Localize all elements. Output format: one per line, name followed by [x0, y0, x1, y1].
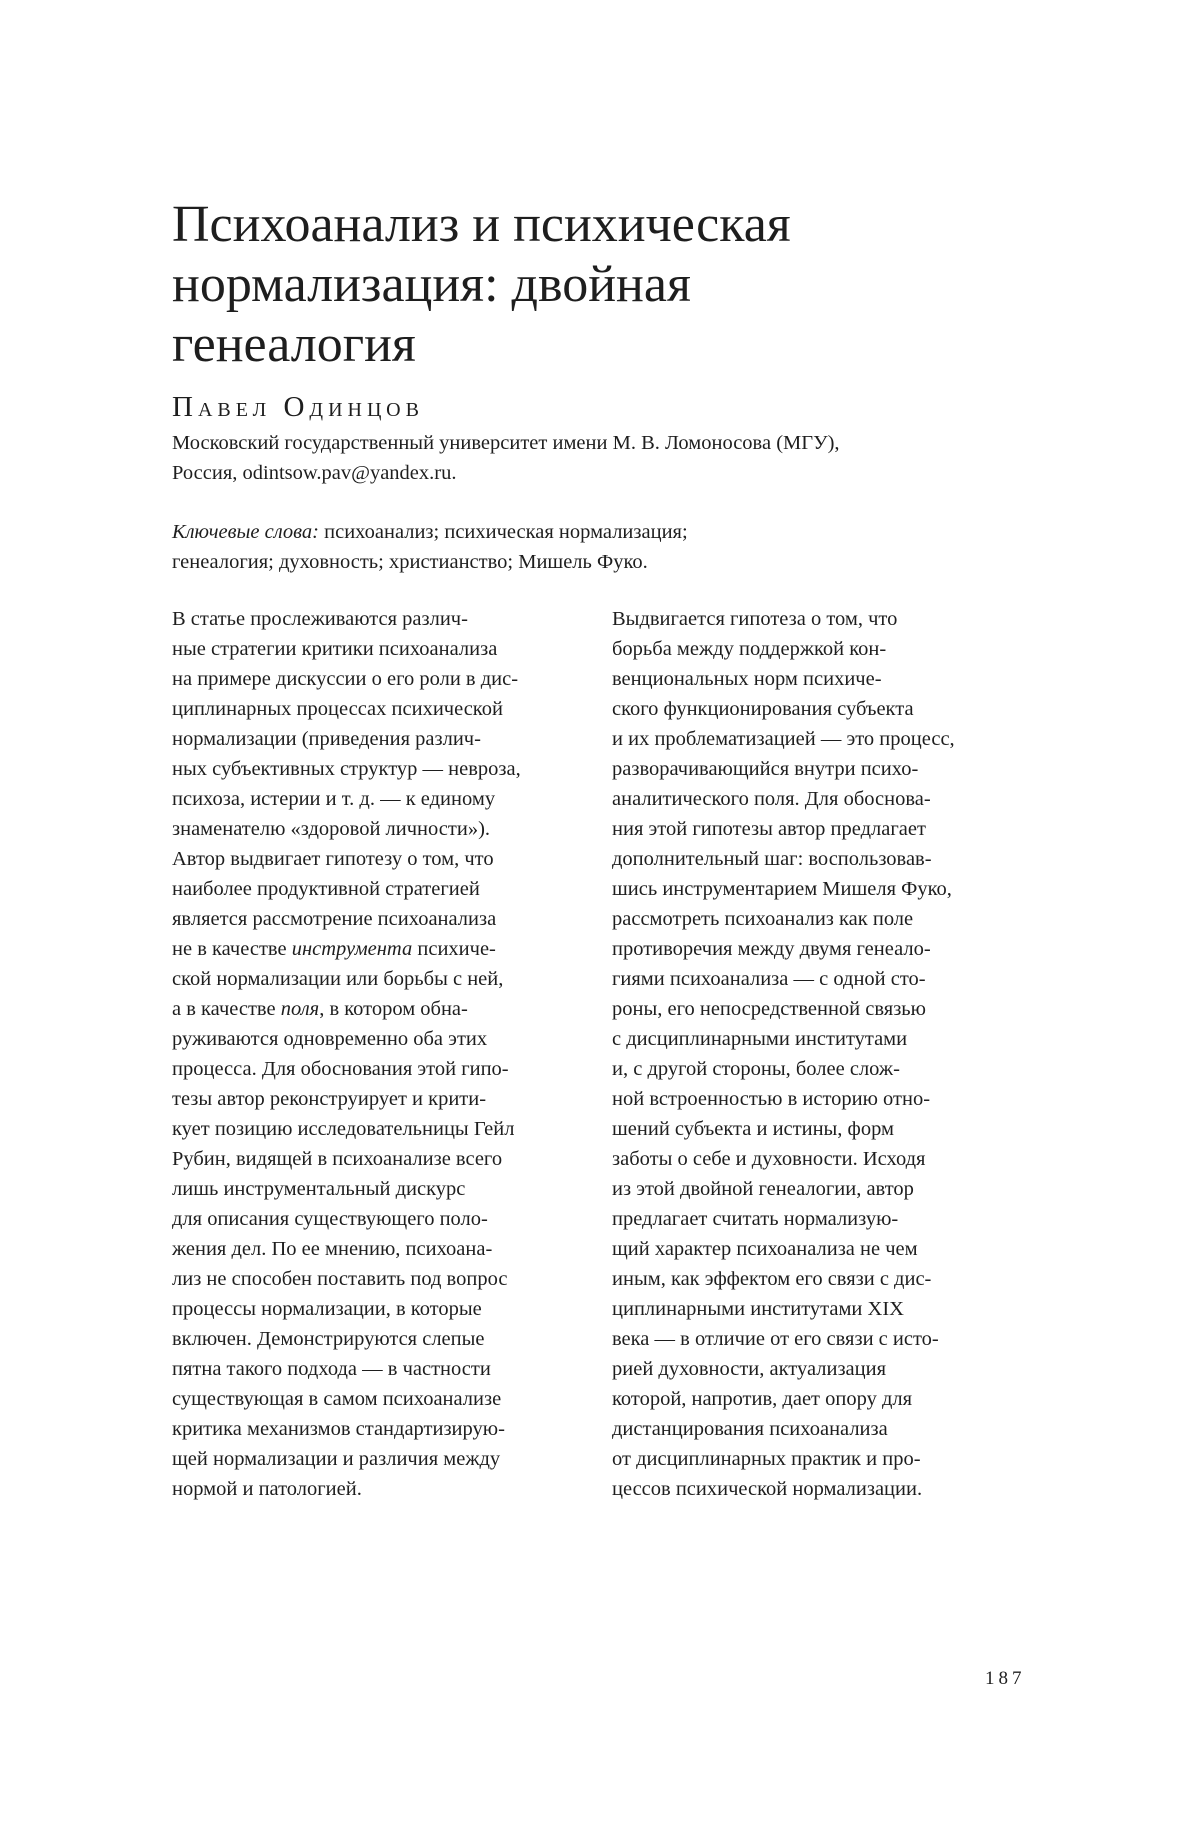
emphasis-field: поля — [280, 998, 320, 1020]
text-line: лишь инструментальный дискурс — [172, 1178, 466, 1200]
text-line: венциональных норм психиче- — [612, 668, 882, 690]
text-line: борьба между поддержкой кон- — [612, 638, 887, 660]
text-line: циплинарными институтами XIX — [612, 1298, 904, 1320]
text-line: иным, как эффектом его связи с дис- — [612, 1268, 932, 1290]
text-line: и, с другой стороны, более слож- — [612, 1058, 900, 1080]
text-line: знаменателю «здоровой личности»). — [172, 818, 491, 840]
text-line: гиями психоанализа — с одной сто- — [612, 968, 926, 990]
keywords-line: генеалогия; духовность; христианство; Мишель Фуко. — [172, 551, 648, 573]
text-line: аналитического поля. Для обоснова- — [612, 788, 931, 810]
keywords-block — [172, 517, 1072, 577]
text-line: циплинарных процессах психической — [172, 698, 503, 720]
text-line — [172, 994, 592, 1024]
keywords-line — [172, 517, 1072, 547]
text-line: века — в отличие от его связи с исто- — [612, 1328, 939, 1350]
text-line: заботы о себе и духовности. Исходя — [612, 1148, 926, 1170]
text-line: процесса. Для обоснования этой гипо- — [172, 1058, 509, 1080]
text-line: и их проблематизацией — это процесс, — [612, 728, 955, 750]
text-line: Выдвигается гипотеза о том, что — [612, 608, 898, 630]
text-line: щей нормализации и различия между — [172, 1448, 501, 1470]
abstract-right-column — [612, 604, 1032, 1504]
text-line: руживаются одновременно оба этих — [172, 1028, 488, 1050]
text-line: В статье прослеживаются различ- — [172, 608, 468, 630]
text-line: рией духовности, актуализация — [612, 1358, 887, 1380]
text-line: существующая в самом психоанализе — [172, 1388, 502, 1410]
text-line: противоречия между двумя генеало- — [612, 938, 931, 960]
text-line: на примере дискуссии о его роли в дис- — [172, 668, 519, 690]
text-line: роны, его непосредственной связью — [612, 998, 926, 1020]
emphasis-instrument: инструмента — [291, 938, 413, 960]
affiliation-line: Московский государственный университет имени М. В. Ломоносова (МГУ), — [172, 432, 840, 454]
text-line: наиболее продуктивной стратегией — [172, 878, 480, 900]
text-line: которой, напротив, дает опору для — [612, 1388, 913, 1410]
page-number: 187 — [985, 1668, 1026, 1689]
text-line: шись инструментарием Мишеля Фуко, — [612, 878, 952, 900]
text-line: от дисциплинарных практик и про- — [612, 1448, 921, 1470]
text-fragment: психиче- — [412, 938, 496, 960]
text-line: дополнительный шаг: воспользовав- — [612, 848, 932, 870]
text-line: с дисциплинарными институтами — [612, 1028, 908, 1050]
text-line — [172, 934, 592, 964]
text-line: включен. Демонстрируются слепые — [172, 1328, 485, 1350]
text-line: кует позицию исследовательницы Гейл — [172, 1118, 515, 1140]
article-title — [172, 195, 892, 375]
text-line: критика механизмов стандартизирую- — [172, 1418, 505, 1440]
keywords-text: психоанализ; психическая нормализация; — [319, 521, 688, 543]
text-line: пятна такого подхода — в частности — [172, 1358, 491, 1380]
author-affiliation — [172, 428, 1072, 488]
text-line: щий характер психоанализа не чем — [612, 1238, 918, 1260]
text-line: ской нормализации или борьбы с ней, — [172, 968, 504, 990]
text-line: жения дел. По ее мнению, психоана- — [172, 1238, 493, 1260]
text-line: лиз не способен поставить под вопрос — [172, 1268, 508, 1290]
title-line: Психоанализ и психическая — [172, 196, 791, 253]
text-line: нормализации (приведения различ- — [172, 728, 481, 750]
text-line: ной встроенностью в историю отно- — [612, 1088, 931, 1110]
text-line: является рассмотрение психоанализа — [172, 908, 497, 930]
abstract-left-column — [172, 604, 592, 1504]
text-line: ные стратегии критики психоанализа — [172, 638, 498, 660]
text-line: Рубин, видящей в психоанализе всего — [172, 1148, 503, 1170]
text-line: психоза, истерии и т. д. — к единому — [172, 788, 496, 810]
text-line: процессы нормализации, в которые — [172, 1298, 482, 1320]
text-line: тезы автор реконструирует и крити- — [172, 1088, 487, 1110]
text-line: рассмотреть психоанализ как поле — [612, 908, 914, 930]
text-line: нормой и патологией. — [172, 1478, 362, 1500]
text-line: из этой двойной генеалогии, автор — [612, 1178, 914, 1200]
keywords-label: Ключевые слова: — [172, 521, 319, 543]
text-line: цессов психической нормализации. — [612, 1478, 923, 1500]
text-line: дистанцирования психоанализа — [612, 1418, 888, 1440]
title-line: генеалогия — [172, 316, 416, 373]
text-line: разворачивающийся внутри психо- — [612, 758, 919, 780]
text-fragment: не в качестве — [172, 938, 292, 960]
text-line: ского функционирования субъекта — [612, 698, 914, 720]
text-fragment: а в качестве — [172, 998, 281, 1020]
text-fragment: , в котором обна- — [319, 998, 468, 1020]
text-line: Автор выдвигает гипотезу о том, что — [172, 848, 494, 870]
text-line: шений субъекта и истины, форм — [612, 1118, 895, 1140]
title-line: нормализация: двойная — [172, 256, 691, 313]
affiliation-line: Россия, odintsow.pav@yandex.ru. — [172, 462, 457, 484]
text-line: для описания существующего поло- — [172, 1208, 488, 1230]
text-line: предлагает считать нормализую- — [612, 1208, 899, 1230]
text-line: ных субъективных структур — невроза, — [172, 758, 521, 780]
text-line: ния этой гипотезы автор предлагает — [612, 818, 926, 840]
author-name: Павел Одинцов — [172, 391, 424, 423]
